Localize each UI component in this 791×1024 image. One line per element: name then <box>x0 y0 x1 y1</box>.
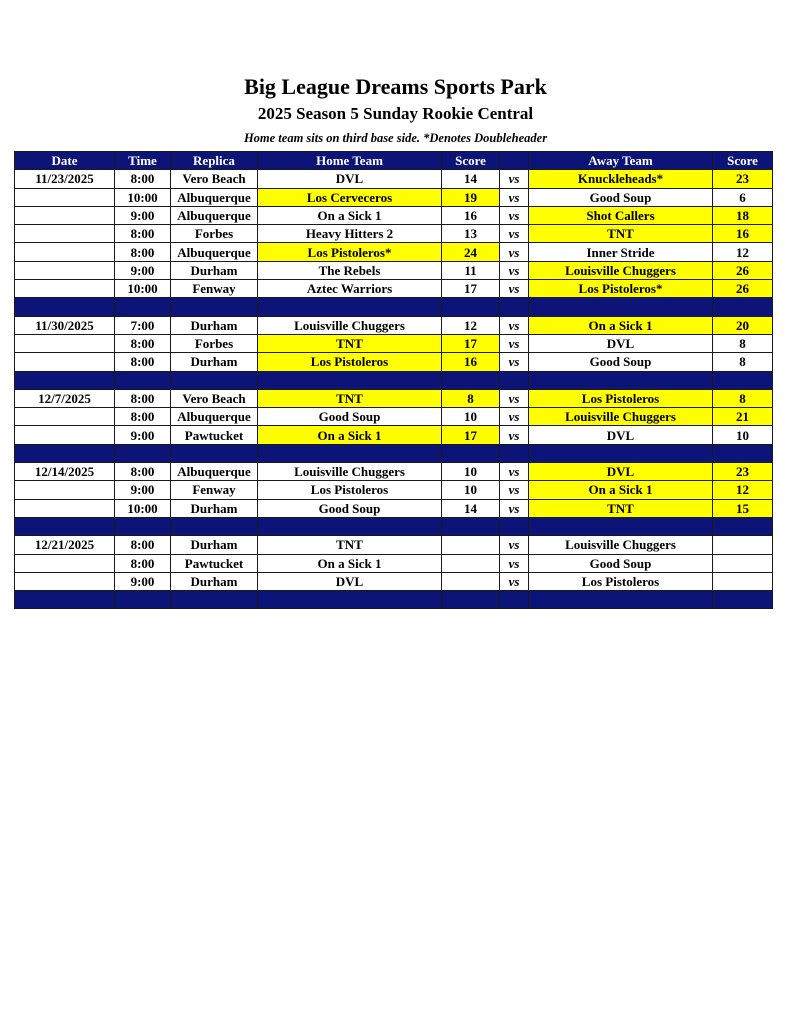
separator-cell <box>115 298 171 316</box>
cell-date <box>15 499 115 517</box>
cell-replica: Durham <box>171 353 258 371</box>
game-row <box>15 463 773 481</box>
cell-away-team: DVL <box>529 426 713 444</box>
cell-replica: Durham <box>171 316 258 334</box>
game-row <box>15 261 773 279</box>
cell-replica: Albuquerque <box>171 408 258 426</box>
game-row <box>15 225 773 243</box>
cell-home-team: On a Sick 1 <box>258 206 442 224</box>
cell-home-team: On a Sick 1 <box>258 554 442 572</box>
separator-cell <box>115 591 171 609</box>
cell-home-score: 8 <box>442 389 500 407</box>
col-header-replica: Replica <box>171 152 258 170</box>
game-row <box>15 408 773 426</box>
cell-replica: Albuquerque <box>171 188 258 206</box>
separator-cell <box>529 444 713 462</box>
cell-replica: Albuquerque <box>171 206 258 224</box>
game-row <box>15 572 773 590</box>
cell-away-score <box>713 572 773 590</box>
cell-home-score: 10 <box>442 408 500 426</box>
game-row <box>15 188 773 206</box>
cell-vs: vs <box>500 280 529 298</box>
cell-away-score: 8 <box>713 353 773 371</box>
cell-date <box>15 261 115 279</box>
separator-cell <box>258 444 442 462</box>
cell-date <box>15 353 115 371</box>
cell-home-team: The Rebels <box>258 261 442 279</box>
cell-away-team: On a Sick 1 <box>529 481 713 499</box>
cell-away-score: 21 <box>713 408 773 426</box>
separator-cell <box>713 591 773 609</box>
cell-away-team: DVL <box>529 334 713 352</box>
game-row <box>15 243 773 261</box>
cell-away-score <box>713 554 773 572</box>
cell-replica: Fenway <box>171 280 258 298</box>
cell-time: 8:00 <box>115 554 171 572</box>
cell-home-score: 16 <box>442 353 500 371</box>
cell-replica: Forbes <box>171 334 258 352</box>
cell-home-team: Los Pistoleros <box>258 481 442 499</box>
cell-vs: vs <box>500 261 529 279</box>
cell-time: 7:00 <box>115 316 171 334</box>
separator-cell <box>442 591 500 609</box>
cell-date <box>15 188 115 206</box>
cell-date <box>15 572 115 590</box>
cell-vs: vs <box>500 170 529 188</box>
cell-away-team: Louisville Chuggers <box>529 408 713 426</box>
separator-cell <box>500 298 529 316</box>
cell-time: 9:00 <box>115 261 171 279</box>
cell-vs: vs <box>500 206 529 224</box>
cell-away-team: Good Soup <box>529 554 713 572</box>
cell-home-score: 10 <box>442 481 500 499</box>
separator-cell <box>529 298 713 316</box>
cell-home-team: On a Sick 1 <box>258 426 442 444</box>
cell-vs: vs <box>500 225 529 243</box>
cell-time: 8:00 <box>115 353 171 371</box>
cell-replica: Vero Beach <box>171 170 258 188</box>
cell-time: 9:00 <box>115 572 171 590</box>
game-row <box>15 389 773 407</box>
cell-time: 8:00 <box>115 243 171 261</box>
cell-away-score: 26 <box>713 261 773 279</box>
cell-away-score: 8 <box>713 334 773 352</box>
col-header-away-team: Away Team <box>529 152 713 170</box>
section-separator-row <box>15 591 773 609</box>
game-row <box>15 280 773 298</box>
cell-replica: Pawtucket <box>171 426 258 444</box>
cell-date <box>15 408 115 426</box>
game-row <box>15 481 773 499</box>
col-header-home-team: Home Team <box>258 152 442 170</box>
cell-away-team: DVL <box>529 463 713 481</box>
cell-home-team: Louisville Chuggers <box>258 316 442 334</box>
separator-cell <box>713 517 773 535</box>
separator-cell <box>15 444 115 462</box>
cell-away-score: 12 <box>713 243 773 261</box>
cell-vs: vs <box>500 408 529 426</box>
cell-home-score: 19 <box>442 188 500 206</box>
cell-replica: Durham <box>171 572 258 590</box>
cell-home-score <box>442 554 500 572</box>
game-row <box>15 536 773 554</box>
separator-cell <box>713 371 773 389</box>
cell-time: 8:00 <box>115 408 171 426</box>
cell-time: 8:00 <box>115 334 171 352</box>
cell-time: 9:00 <box>115 206 171 224</box>
cell-away-team: TNT <box>529 225 713 243</box>
cell-away-score: 26 <box>713 280 773 298</box>
col-header-vs <box>500 152 529 170</box>
cell-date: 12/7/2025 <box>15 389 115 407</box>
cell-home-team: Good Soup <box>258 499 442 517</box>
cell-home-team: Aztec Warriors <box>258 280 442 298</box>
game-row <box>15 554 773 572</box>
separator-cell <box>171 444 258 462</box>
separator-cell <box>442 298 500 316</box>
separator-cell <box>258 371 442 389</box>
cell-vs: vs <box>500 554 529 572</box>
separator-cell <box>442 371 500 389</box>
cell-home-team: TNT <box>258 536 442 554</box>
separator-cell <box>258 591 442 609</box>
cell-date: 11/23/2025 <box>15 170 115 188</box>
cell-vs: vs <box>500 353 529 371</box>
cell-time: 9:00 <box>115 426 171 444</box>
separator-cell <box>171 517 258 535</box>
cell-away-team: Louisville Chuggers <box>529 536 713 554</box>
cell-away-score: 23 <box>713 170 773 188</box>
cell-away-team: On a Sick 1 <box>529 316 713 334</box>
cell-home-team: Los Pistoleros* <box>258 243 442 261</box>
col-header-home-score: Score <box>442 152 500 170</box>
cell-away-score: 15 <box>713 499 773 517</box>
separator-cell <box>15 371 115 389</box>
cell-replica: Fenway <box>171 481 258 499</box>
game-row <box>15 499 773 517</box>
cell-vs: vs <box>500 463 529 481</box>
cell-date <box>15 554 115 572</box>
cell-replica: Vero Beach <box>171 389 258 407</box>
cell-date: 11/30/2025 <box>15 316 115 334</box>
cell-home-team: TNT <box>258 389 442 407</box>
cell-replica: Durham <box>171 536 258 554</box>
cell-date <box>15 280 115 298</box>
cell-home-team: DVL <box>258 572 442 590</box>
cell-away-score <box>713 536 773 554</box>
game-row <box>15 206 773 224</box>
cell-home-score: 10 <box>442 463 500 481</box>
cell-vs: vs <box>500 316 529 334</box>
cell-time: 8:00 <box>115 536 171 554</box>
cell-time: 8:00 <box>115 225 171 243</box>
cell-time: 8:00 <box>115 463 171 481</box>
col-header-away-score: Score <box>713 152 773 170</box>
section-separator-row <box>15 298 773 316</box>
cell-time: 10:00 <box>115 280 171 298</box>
cell-vs: vs <box>500 243 529 261</box>
cell-date <box>15 426 115 444</box>
separator-cell <box>15 517 115 535</box>
separator-cell <box>529 591 713 609</box>
cell-home-score: 13 <box>442 225 500 243</box>
section-separator-row <box>15 517 773 535</box>
cell-date <box>15 243 115 261</box>
cell-away-team: Los Pistoleros <box>529 572 713 590</box>
cell-date: 12/14/2025 <box>15 463 115 481</box>
cell-home-score: 17 <box>442 280 500 298</box>
game-row <box>15 353 773 371</box>
cell-home-team: DVL <box>258 170 442 188</box>
cell-vs: vs <box>500 188 529 206</box>
cell-home-score: 17 <box>442 334 500 352</box>
cell-replica: Pawtucket <box>171 554 258 572</box>
cell-away-score: 16 <box>713 225 773 243</box>
separator-cell <box>529 517 713 535</box>
game-row <box>15 334 773 352</box>
separator-cell <box>500 444 529 462</box>
cell-away-score: 23 <box>713 463 773 481</box>
cell-time: 8:00 <box>115 389 171 407</box>
col-header-date: Date <box>15 152 115 170</box>
cell-away-team: Louisville Chuggers <box>529 261 713 279</box>
cell-home-score: 14 <box>442 170 500 188</box>
cell-away-score: 20 <box>713 316 773 334</box>
cell-home-score <box>442 572 500 590</box>
cell-home-team: Los Pistoleros <box>258 353 442 371</box>
separator-cell <box>15 298 115 316</box>
cell-home-score: 24 <box>442 243 500 261</box>
cell-away-score: 6 <box>713 188 773 206</box>
separator-cell <box>258 517 442 535</box>
cell-date: 12/21/2025 <box>15 536 115 554</box>
cell-away-team: TNT <box>529 499 713 517</box>
cell-away-team: Shot Callers <box>529 206 713 224</box>
cell-time: 8:00 <box>115 170 171 188</box>
separator-cell <box>500 591 529 609</box>
separator-cell <box>115 371 171 389</box>
separator-cell <box>115 444 171 462</box>
cell-home-team: Los Cerveceros <box>258 188 442 206</box>
cell-home-score <box>442 536 500 554</box>
separator-cell <box>500 517 529 535</box>
col-header-time: Time <box>115 152 171 170</box>
cell-away-score: 18 <box>713 206 773 224</box>
separator-cell <box>171 591 258 609</box>
header-row <box>15 152 773 170</box>
cell-date <box>15 334 115 352</box>
section-separator-row <box>15 371 773 389</box>
cell-vs: vs <box>500 536 529 554</box>
cell-vs: vs <box>500 481 529 499</box>
separator-cell <box>442 444 500 462</box>
section-separator-row <box>15 444 773 462</box>
game-row <box>15 170 773 188</box>
cell-away-score: 10 <box>713 426 773 444</box>
cell-date <box>15 225 115 243</box>
separator-cell <box>713 444 773 462</box>
cell-vs: vs <box>500 572 529 590</box>
cell-home-score: 14 <box>442 499 500 517</box>
cell-away-score: 12 <box>713 481 773 499</box>
game-row <box>15 316 773 334</box>
cell-away-team: Los Pistoleros <box>529 389 713 407</box>
cell-replica: Forbes <box>171 225 258 243</box>
cell-away-score: 8 <box>713 389 773 407</box>
page-title: Big League Dreams Sports Park <box>244 74 547 99</box>
cell-time: 9:00 <box>115 481 171 499</box>
page-subtitle: 2025 Season 5 Sunday Rookie Central <box>257 104 534 123</box>
cell-home-score: 17 <box>442 426 500 444</box>
separator-cell <box>171 371 258 389</box>
cell-home-team: Louisville Chuggers <box>258 463 442 481</box>
separator-cell <box>258 298 442 316</box>
cell-home-team: Good Soup <box>258 408 442 426</box>
schedule-note: Home team sits on third base side. *Denotes Doubleheader <box>243 131 548 145</box>
schedule-table <box>14 151 773 609</box>
cell-home-score: 16 <box>442 206 500 224</box>
cell-date <box>15 481 115 499</box>
cell-home-team: Heavy Hitters 2 <box>258 225 442 243</box>
separator-cell <box>500 371 529 389</box>
separator-cell <box>171 298 258 316</box>
cell-time: 10:00 <box>115 499 171 517</box>
cell-vs: vs <box>500 389 529 407</box>
cell-replica: Durham <box>171 499 258 517</box>
cell-away-team: Los Pistoleros* <box>529 280 713 298</box>
cell-replica: Albuquerque <box>171 463 258 481</box>
cell-replica: Durham <box>171 261 258 279</box>
cell-replica: Albuquerque <box>171 243 258 261</box>
schedule-body <box>15 170 773 609</box>
cell-time: 10:00 <box>115 188 171 206</box>
separator-cell <box>15 591 115 609</box>
cell-vs: vs <box>500 426 529 444</box>
cell-away-team: Good Soup <box>529 188 713 206</box>
separator-cell <box>713 298 773 316</box>
separator-cell <box>529 371 713 389</box>
cell-date <box>15 206 115 224</box>
cell-home-team: TNT <box>258 334 442 352</box>
cell-away-team: Good Soup <box>529 353 713 371</box>
cell-home-score: 11 <box>442 261 500 279</box>
cell-away-team: Inner Stride <box>529 243 713 261</box>
cell-away-team: Knuckleheads* <box>529 170 713 188</box>
separator-cell <box>442 517 500 535</box>
cell-vs: vs <box>500 499 529 517</box>
cell-home-score: 12 <box>442 316 500 334</box>
separator-cell <box>115 517 171 535</box>
game-row <box>15 426 773 444</box>
cell-vs: vs <box>500 334 529 352</box>
